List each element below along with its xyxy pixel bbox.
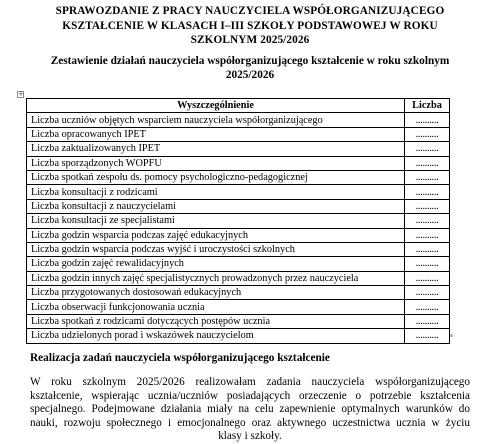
- paragraph-line: W roku szkolnym 2025/2026 realizowałam zadania nauczyciela współorganizującego: [30, 376, 470, 388]
- row-label[interactable]: Liczba konsultacji ze specjalistami: [27, 214, 405, 228]
- paragraph-line: kształcenie, wspierając ucznia/uczniów posiadających orzeczenie o potrzebie kształcenia: [30, 389, 470, 402]
- row-count-field[interactable]: ..........: [405, 228, 450, 242]
- report-title-line: SZKOLNYM 2025/2026: [190, 34, 310, 46]
- table-header-row: [27, 99, 450, 113]
- table-row: [27, 300, 450, 314]
- row-count-field[interactable]: ..........: [405, 257, 450, 271]
- row-label[interactable]: Liczba godzin innych zajęć specjalistycznych prowadzonych przez nauczyciela: [27, 271, 405, 285]
- table-row: [27, 314, 450, 328]
- row-label[interactable]: Liczba konsultacji z rodzicami: [27, 185, 405, 199]
- row-label[interactable]: Liczba sporządzonych WOPFU: [27, 156, 405, 170]
- section-heading: Realizacja zadań nauczyciela współorganizującego kształcenie: [30, 352, 330, 364]
- table-row: [27, 142, 450, 156]
- row-count-field[interactable]: ..........: [405, 214, 450, 228]
- paragraph-line: klasy i szkoły.: [218, 430, 282, 443]
- table-row: [27, 257, 450, 271]
- row-count-field[interactable]: ..........: [405, 329, 450, 343]
- row-count-field[interactable]: ..........: [405, 242, 450, 256]
- row-label[interactable]: Liczba godzin wsparcia podczas wyjść i uroczystości szkolnych: [27, 242, 405, 256]
- row-label[interactable]: Liczba przygotowanych dostosowań edukacyjnych: [27, 286, 405, 300]
- row-count-field[interactable]: ..........: [405, 142, 450, 156]
- report-title-line: SPRAWOZDANIE Z PRACY NAUCZYCIELA WSPÓŁORGANIZUJĄCEGO: [55, 5, 445, 17]
- table-row: [27, 242, 450, 256]
- report-title-line: KSZTAŁCENIE W KLASACH I–III SZKOŁY PODSTAWOWEJ W ROKU: [62, 19, 438, 32]
- row-count-field[interactable]: ..........: [405, 199, 450, 213]
- table-row: [27, 286, 450, 300]
- row-label[interactable]: Liczba uczniów objętych wsparciem nauczyciela współorganizującego: [27, 113, 405, 127]
- column-header-description: Wyszczególnienie: [27, 99, 405, 113]
- row-label[interactable]: Liczba udzielonych porad i wskazówek nauczycielom: [27, 329, 405, 343]
- row-count-field[interactable]: ..........: [405, 113, 450, 127]
- row-label[interactable]: Liczba zaktualizowanych IPET: [27, 142, 405, 156]
- table-row: [27, 199, 450, 213]
- table-row: [27, 127, 450, 141]
- column-header-count: Liczba: [405, 99, 450, 113]
- row-count-field[interactable]: ..........: [405, 127, 450, 141]
- table-row: [27, 329, 450, 343]
- table-row: [27, 170, 450, 184]
- row-label[interactable]: Liczba konsultacji z nauczycielami: [27, 199, 405, 213]
- row-count-field[interactable]: ..........: [405, 156, 450, 170]
- report-title: [20, 4, 480, 48]
- paragraph-line: nauki, rozwoju społecznego i emocjonalnego oraz aktywnego uczestnictwa ucznia w życiu: [30, 416, 470, 429]
- table-row: [27, 214, 450, 228]
- table-end-marker: [450, 334, 453, 337]
- table-row: [27, 228, 450, 242]
- row-label[interactable]: Liczba obserwacji funkcjonowania ucznia: [27, 300, 405, 314]
- activities-table: [26, 98, 450, 344]
- row-count-field[interactable]: ..........: [405, 271, 450, 285]
- row-count-field[interactable]: ..........: [405, 300, 450, 314]
- row-label[interactable]: Liczba godzin zajęć rewalidacyjnych: [27, 257, 405, 271]
- row-count-field[interactable]: ..........: [405, 286, 450, 300]
- row-count-field[interactable]: ..........: [405, 314, 450, 328]
- table-caption-line: 2025/2026: [225, 69, 275, 81]
- row-label[interactable]: Liczba godzin wsparcia podczas zajęć edukacyjnych: [27, 228, 405, 242]
- table-row: [27, 156, 450, 170]
- table-caption: [20, 54, 480, 82]
- body-paragraph[interactable]: [30, 376, 470, 444]
- table-row: [27, 271, 450, 285]
- row-label[interactable]: Liczba spotkań zespołu ds. pomocy psychologiczno-pedagogicznej: [27, 170, 405, 184]
- paragraph-line: specjalnego. Podejmowane działania miały na celu zapewnienie optymalnych warunków do: [30, 403, 470, 416]
- table-caption-line: Zestawienie działań nauczyciela współorganizującego kształcenie w roku szkolnym: [50, 55, 450, 67]
- row-count-field[interactable]: ..........: [405, 185, 450, 199]
- table-row: [27, 185, 450, 199]
- move-handle-icon[interactable]: +: [18, 90, 24, 98]
- row-label[interactable]: Liczba spotkań z rodzicami dotyczących postępów ucznia: [27, 314, 405, 328]
- row-label[interactable]: Liczba opracowanych IPET: [27, 127, 405, 141]
- row-count-field[interactable]: ..........: [405, 170, 450, 184]
- table-row: [27, 113, 450, 127]
